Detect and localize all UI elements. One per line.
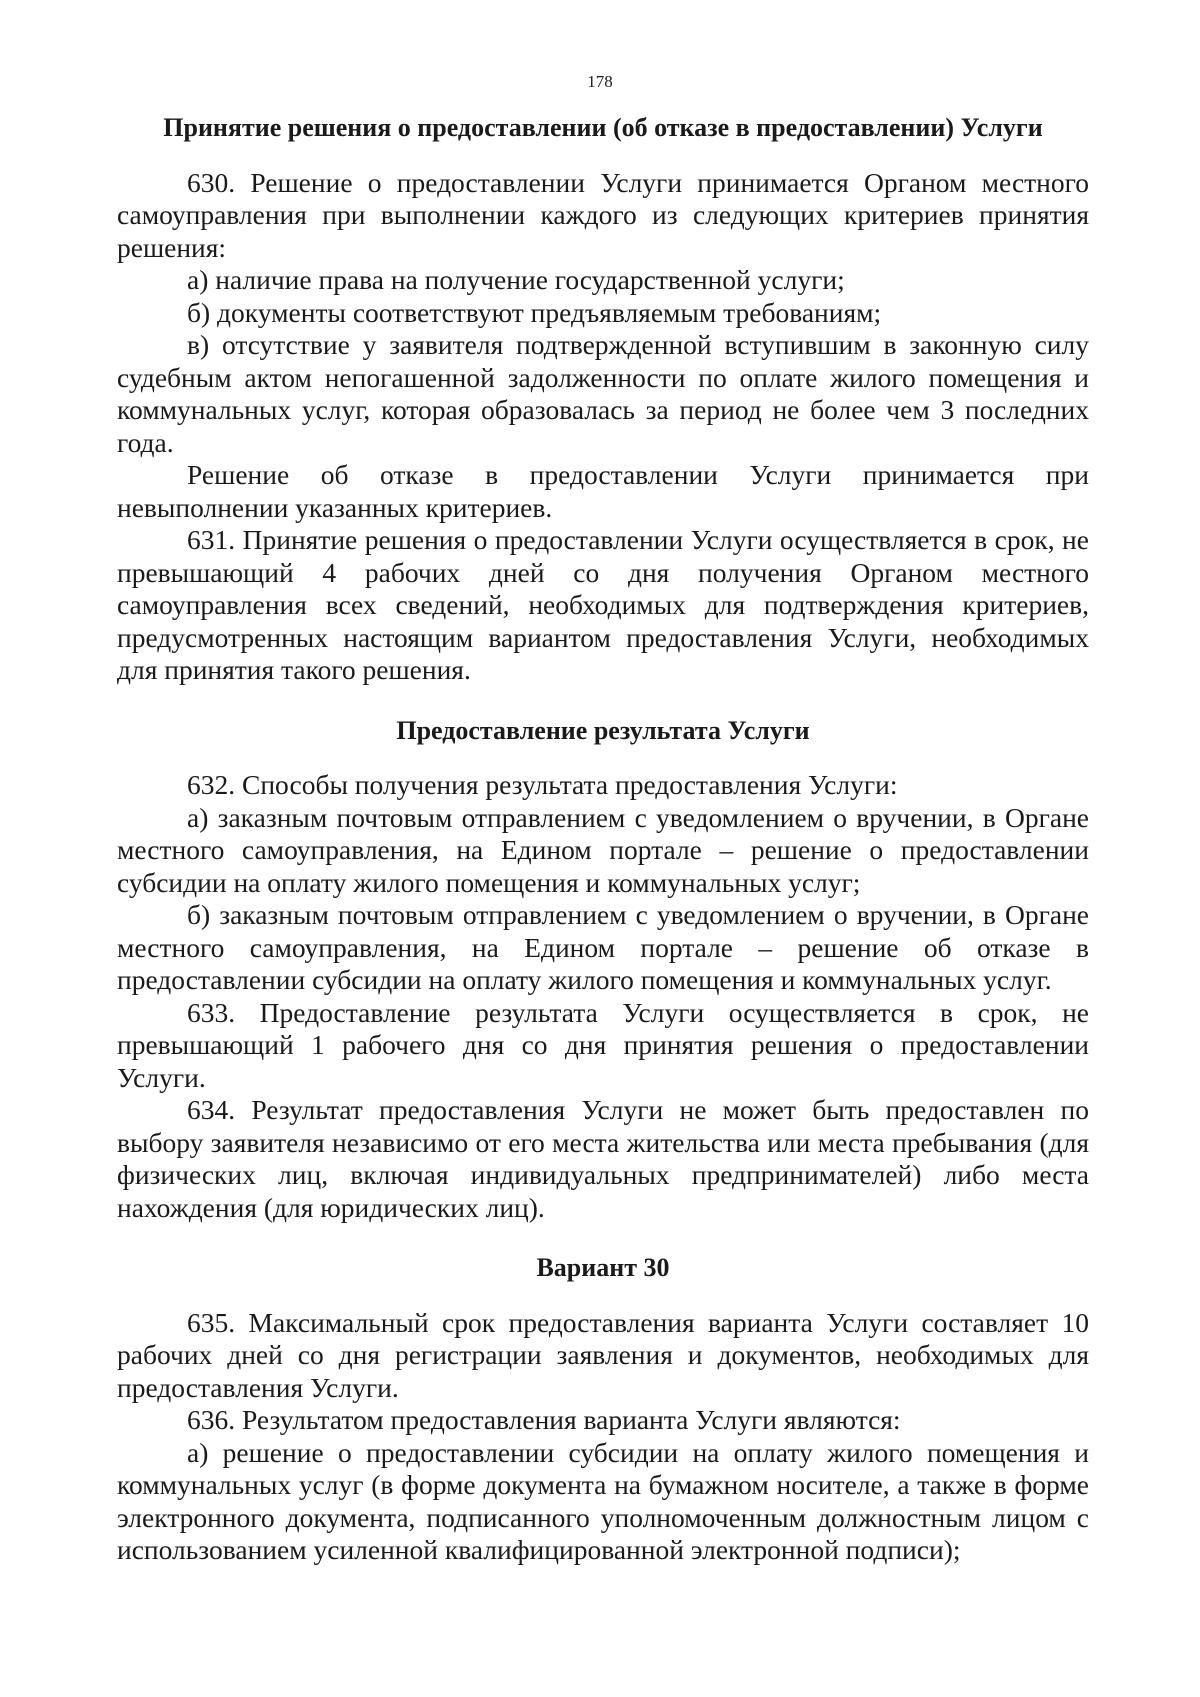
paragraph-refusal: Решение об отказе в предоставлении Услуги принимается при невыполнении указанных критериев.: [117, 459, 1089, 523]
paragraph-632-b: б) заказным почтовым отправлением с уведомлением о вручении, в Органе местного самоуправления, на Едином портале – решение об отказе в предоставлении субсидии на оплату жилого помещения и коммунальных услуг.: [117, 899, 1089, 995]
section-heading: Принятие решения о предоставлении (об отказе в предоставлении) Услуги: [163, 113, 1043, 142]
paragraph-632-a: а) заказным почтовым отправлением с уведомлением о вручении, в Органе местного самоуправления, на Едином портале – решение о предоставлении субсидии на оплату жилого помещения и коммунальных услуг;: [117, 801, 1089, 898]
page-number: 178: [587, 72, 613, 91]
paragraph-633: 633. Предоставление результата Услуги осуществляется в срок, не превышающий 1 рабочего дня со дня принятия решения о предоставлении Услуги.: [117, 996, 1089, 1093]
paragraph-631: 631. Принятие решения о предоставлении Услуги осуществляется в срок, не превышающий 4 рабочих дней со дня получения Органом местного самоуправления всех сведений, необходимых для подтверждения критериев, предусмотренных настоящим вариантом предоставления Услуги, необходимых для принятия такого решения.: [117, 524, 1089, 685]
paragraph-630: 630. Решение о предоставлении Услуги принимается Органом местного самоуправления при выполнении каждого из следующих критериев принятия решения:: [117, 166, 1089, 263]
section-variant-30: [117, 1252, 1089, 1567]
section-decision: [117, 112, 1089, 687]
paragraph-636: 636. Результатом предоставления варианта Услуги являются:: [187, 1404, 901, 1435]
paragraph-634: 634. Результат предоставления Услуги не может быть предоставлен по выбору заявителя независимо от его места жительства или места пребывания (для физических лиц, включая индивидуальных предпринимателей) либо места нахождения (для юридических лиц).: [117, 1094, 1089, 1223]
section-heading: Предоставление результата Услуги: [396, 715, 810, 745]
paragraph-630-b: б) документы соответствуют предъявляемым требованиям;: [187, 296, 882, 328]
paragraph-632: 632. Способы получения результата предоставления Услуги:: [187, 769, 898, 800]
paragraph-636-a: а) решение о предоставлении субсидии на оплату жилого помещения и коммунальных услуг (в форме документа на бумажном носителе, а также в форме электронного документа, подписанного уполномоченным должностным лицом с использованием усиленной квалифицированной электронной подписи);: [117, 1436, 1089, 1565]
paragraph-635: 635. Максимальный срок предоставления варианта Услуги составляет 10 рабочих дней со дня регистрации заявления и документов, необходимых для предоставления Услуги.: [117, 1306, 1089, 1403]
paragraph-630-a: а) наличие права на получение государственной услуги;: [187, 264, 845, 295]
paragraph-630-c: в) отсутствие у заявителя подтвержденной вступившим в законную силу судебным актом непогашенной задолженности по оплате жилого помещения и коммунальных услуг, которая образовалась за период не более чем 3 последних года.: [117, 329, 1089, 458]
section-result: [117, 715, 1089, 1225]
document-body: [117, 112, 1089, 1567]
section-heading: Вариант 30: [536, 1253, 670, 1282]
